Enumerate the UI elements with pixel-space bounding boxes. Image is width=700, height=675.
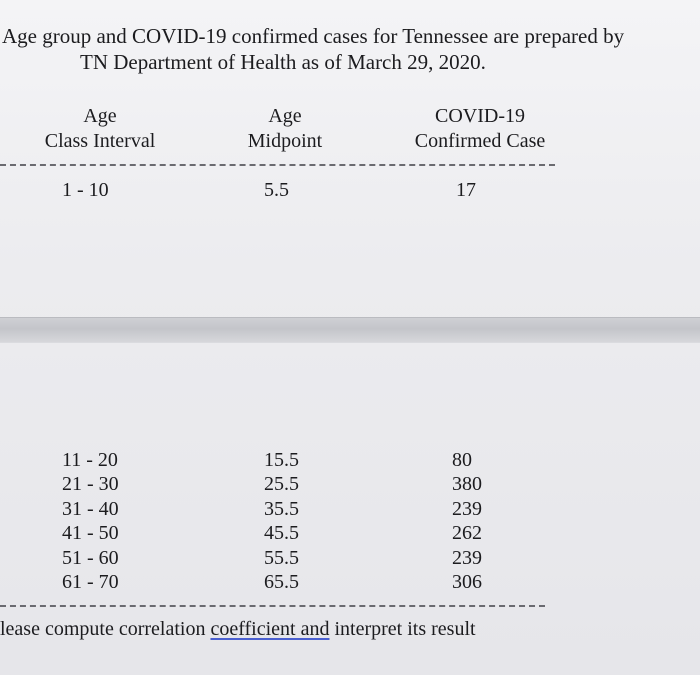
table-cell-age: 41 - 50 xyxy=(62,522,119,545)
header-age-line1: Age xyxy=(83,105,117,127)
header-case-line2: Confirmed Case xyxy=(414,130,546,152)
header-case-line1: COVID-19 xyxy=(435,105,525,127)
table-cell-midpoint: 65.5 xyxy=(264,570,299,593)
title-line-1: Age group and COVID-19 confirmed cases for Tennessee are prepared by xyxy=(2,24,625,48)
midpoint-column xyxy=(264,448,299,594)
page-break-band xyxy=(0,317,700,343)
header-divider xyxy=(0,164,555,166)
table-cell-cases: 239 xyxy=(452,546,482,569)
table-cell-cases: 17 xyxy=(456,179,476,201)
table-cell-age: 11 - 20 xyxy=(62,449,118,471)
table-cell-cases: 306 xyxy=(452,570,482,593)
header-mid-line1: Age xyxy=(268,105,302,127)
table-cell-midpoint: 55.5 xyxy=(264,546,299,569)
table-cell-age: 31 - 40 xyxy=(62,497,119,520)
age-column xyxy=(62,448,119,594)
question-prompt xyxy=(0,618,476,641)
table-cell-cases: 380 xyxy=(452,473,482,496)
cases-column xyxy=(452,448,482,594)
table-cell-age: 61 - 70 xyxy=(62,570,119,593)
table-cell-midpoint: 15.5 xyxy=(264,449,299,471)
prompt-text-end: interpret its result xyxy=(329,618,476,640)
title-line-2: TN Department of Health as of March 29, 2020. xyxy=(80,50,486,74)
table-cell-age: 51 - 60 xyxy=(62,546,119,569)
header-age-midpoint xyxy=(230,104,340,154)
table-cell-midpoint: 35.5 xyxy=(264,497,299,520)
table-cell-cases: 262 xyxy=(452,522,482,545)
prompt-underlined-text: coefficient and xyxy=(210,618,330,640)
header-age-class-interval xyxy=(40,104,160,154)
table-cell-midpoint: 5.5 xyxy=(264,179,289,201)
header-mid-line2: Midpoint xyxy=(247,130,323,152)
table-cell-midpoint: 25.5 xyxy=(264,473,299,496)
footer-divider xyxy=(0,605,545,607)
table-cell-cases: 239 xyxy=(452,497,482,520)
table-cell-midpoint: 45.5 xyxy=(264,522,299,545)
prompt-text-start: lease compute correlation xyxy=(0,618,211,640)
table-cell-age: 1 - 10 xyxy=(62,179,109,201)
header-age-line2: Class Interval xyxy=(44,130,156,152)
table-cell-age: 21 - 30 xyxy=(62,473,119,496)
header-confirmed-case xyxy=(405,104,555,154)
table-cell-cases: 80 xyxy=(452,449,472,471)
